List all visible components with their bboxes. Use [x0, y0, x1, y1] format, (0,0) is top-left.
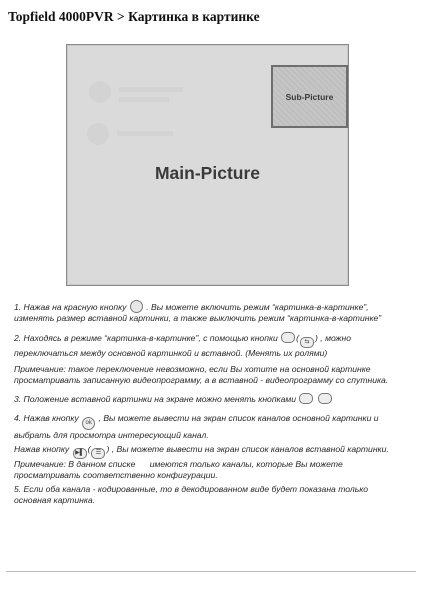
ghost-info-line: [117, 131, 173, 136]
pip-list-button-icon: ▶▌: [73, 448, 87, 459]
note-1: [14, 364, 406, 386]
instruction-2: 2. Находясь в режиме “картинка-в-картинке”, с помощью кнопки ( ⇆ ) , можно переключаться между основной картинкой и вставной. (Менять их ролями): [14, 332, 406, 359]
note-1-text-a: Примечание: такое переключение невозможно, если Вы хотите на основной картинке: [14, 364, 371, 374]
instruction-2-text-a: 2. Находясь в режиме “картинка-в-картинке”, с помощью кнопки: [14, 333, 278, 343]
instruction-5-text-a: Нажав кнопку: [14, 444, 70, 454]
pip-move-button-icon: [299, 393, 313, 404]
instruction-5: Нажав кнопку ▶▌ ( ☰ ) , Вы можете вывести на экран список каналов вставной картинки. Примечание: В данном списке имеются только каналы, которые Вы можете просматривать соответственно конфигурации.: [14, 444, 406, 481]
instruction-2-text-b: , можно: [320, 333, 351, 343]
main-picture-label: Main-Picture: [154, 163, 261, 183]
ghost-info-line: [119, 97, 169, 102]
instruction-1-text-b: . Вы можете включить режим “картинка-в-картинке”,: [146, 302, 369, 312]
instruction-5-text-b: , Вы можете вывести на экран список каналов вставной картинки.: [111, 444, 389, 454]
instruction-4-text-a: 4. Нажав кнопку: [14, 413, 79, 423]
list-button-icon: ☰: [91, 448, 105, 459]
footer-divider: [6, 571, 416, 572]
instruction-5-text-d: имеются только каналы, которые Вы можете: [149, 459, 343, 469]
ghost-channel-badge: [89, 81, 111, 103]
pip-swap-button-icon: ⇆: [300, 337, 314, 348]
instruction-1-text-c: изменять размер вставной картинки, а также выключить режим “картинка-в-картинке”: [14, 313, 382, 323]
instruction-5-text-c: Примечание: В данном списке: [14, 459, 136, 469]
instruction-4-text-b: , Вы можете вывести на экран список каналов основной картинки и: [98, 413, 379, 423]
instruction-6-text-b: основная картинка.: [14, 495, 96, 505]
instruction-4: [14, 413, 406, 441]
instruction-3: [14, 393, 406, 405]
ghost-channel-badge: [87, 123, 109, 145]
tv-screen-illustration: [66, 44, 349, 286]
pip-move-button-icon: [318, 393, 332, 404]
instruction-6-text-a: 5. Если оба канала - кодированные, то в декодированном виде будет показана только: [14, 484, 369, 494]
instruction-2-text-c: переключаться между основной картинкой и вставной. (Менять их ролями): [14, 348, 328, 358]
note-1-text-b: просматривать записанную видеопрограмму, а в вставной - видеопрограмму со спутника.: [14, 375, 389, 385]
page-title: Topfield 4000PVR > Картинка в картинке: [8, 9, 260, 24]
sub-picture-window: [271, 65, 348, 128]
instruction-1: [14, 300, 406, 324]
instruction-3-text: 3. Положение вставной картинки на экране можно менять кнопками: [14, 394, 297, 404]
instruction-4-text-c: выбрать для просмотра интересующий канал.: [14, 430, 209, 440]
instruction-1-text-a: 1. Нажав на красную кнопку: [14, 302, 127, 312]
pip-button-icon: [281, 332, 295, 343]
instruction-6: [14, 484, 406, 506]
sub-picture-label: Sub-Picture: [285, 91, 334, 102]
instruction-5-text-e: просматривать соответственно конфигурации.: [14, 470, 218, 480]
red-button-icon: [130, 300, 143, 313]
ghost-info-line: [119, 87, 183, 92]
ok-button-icon: ok: [82, 417, 95, 430]
